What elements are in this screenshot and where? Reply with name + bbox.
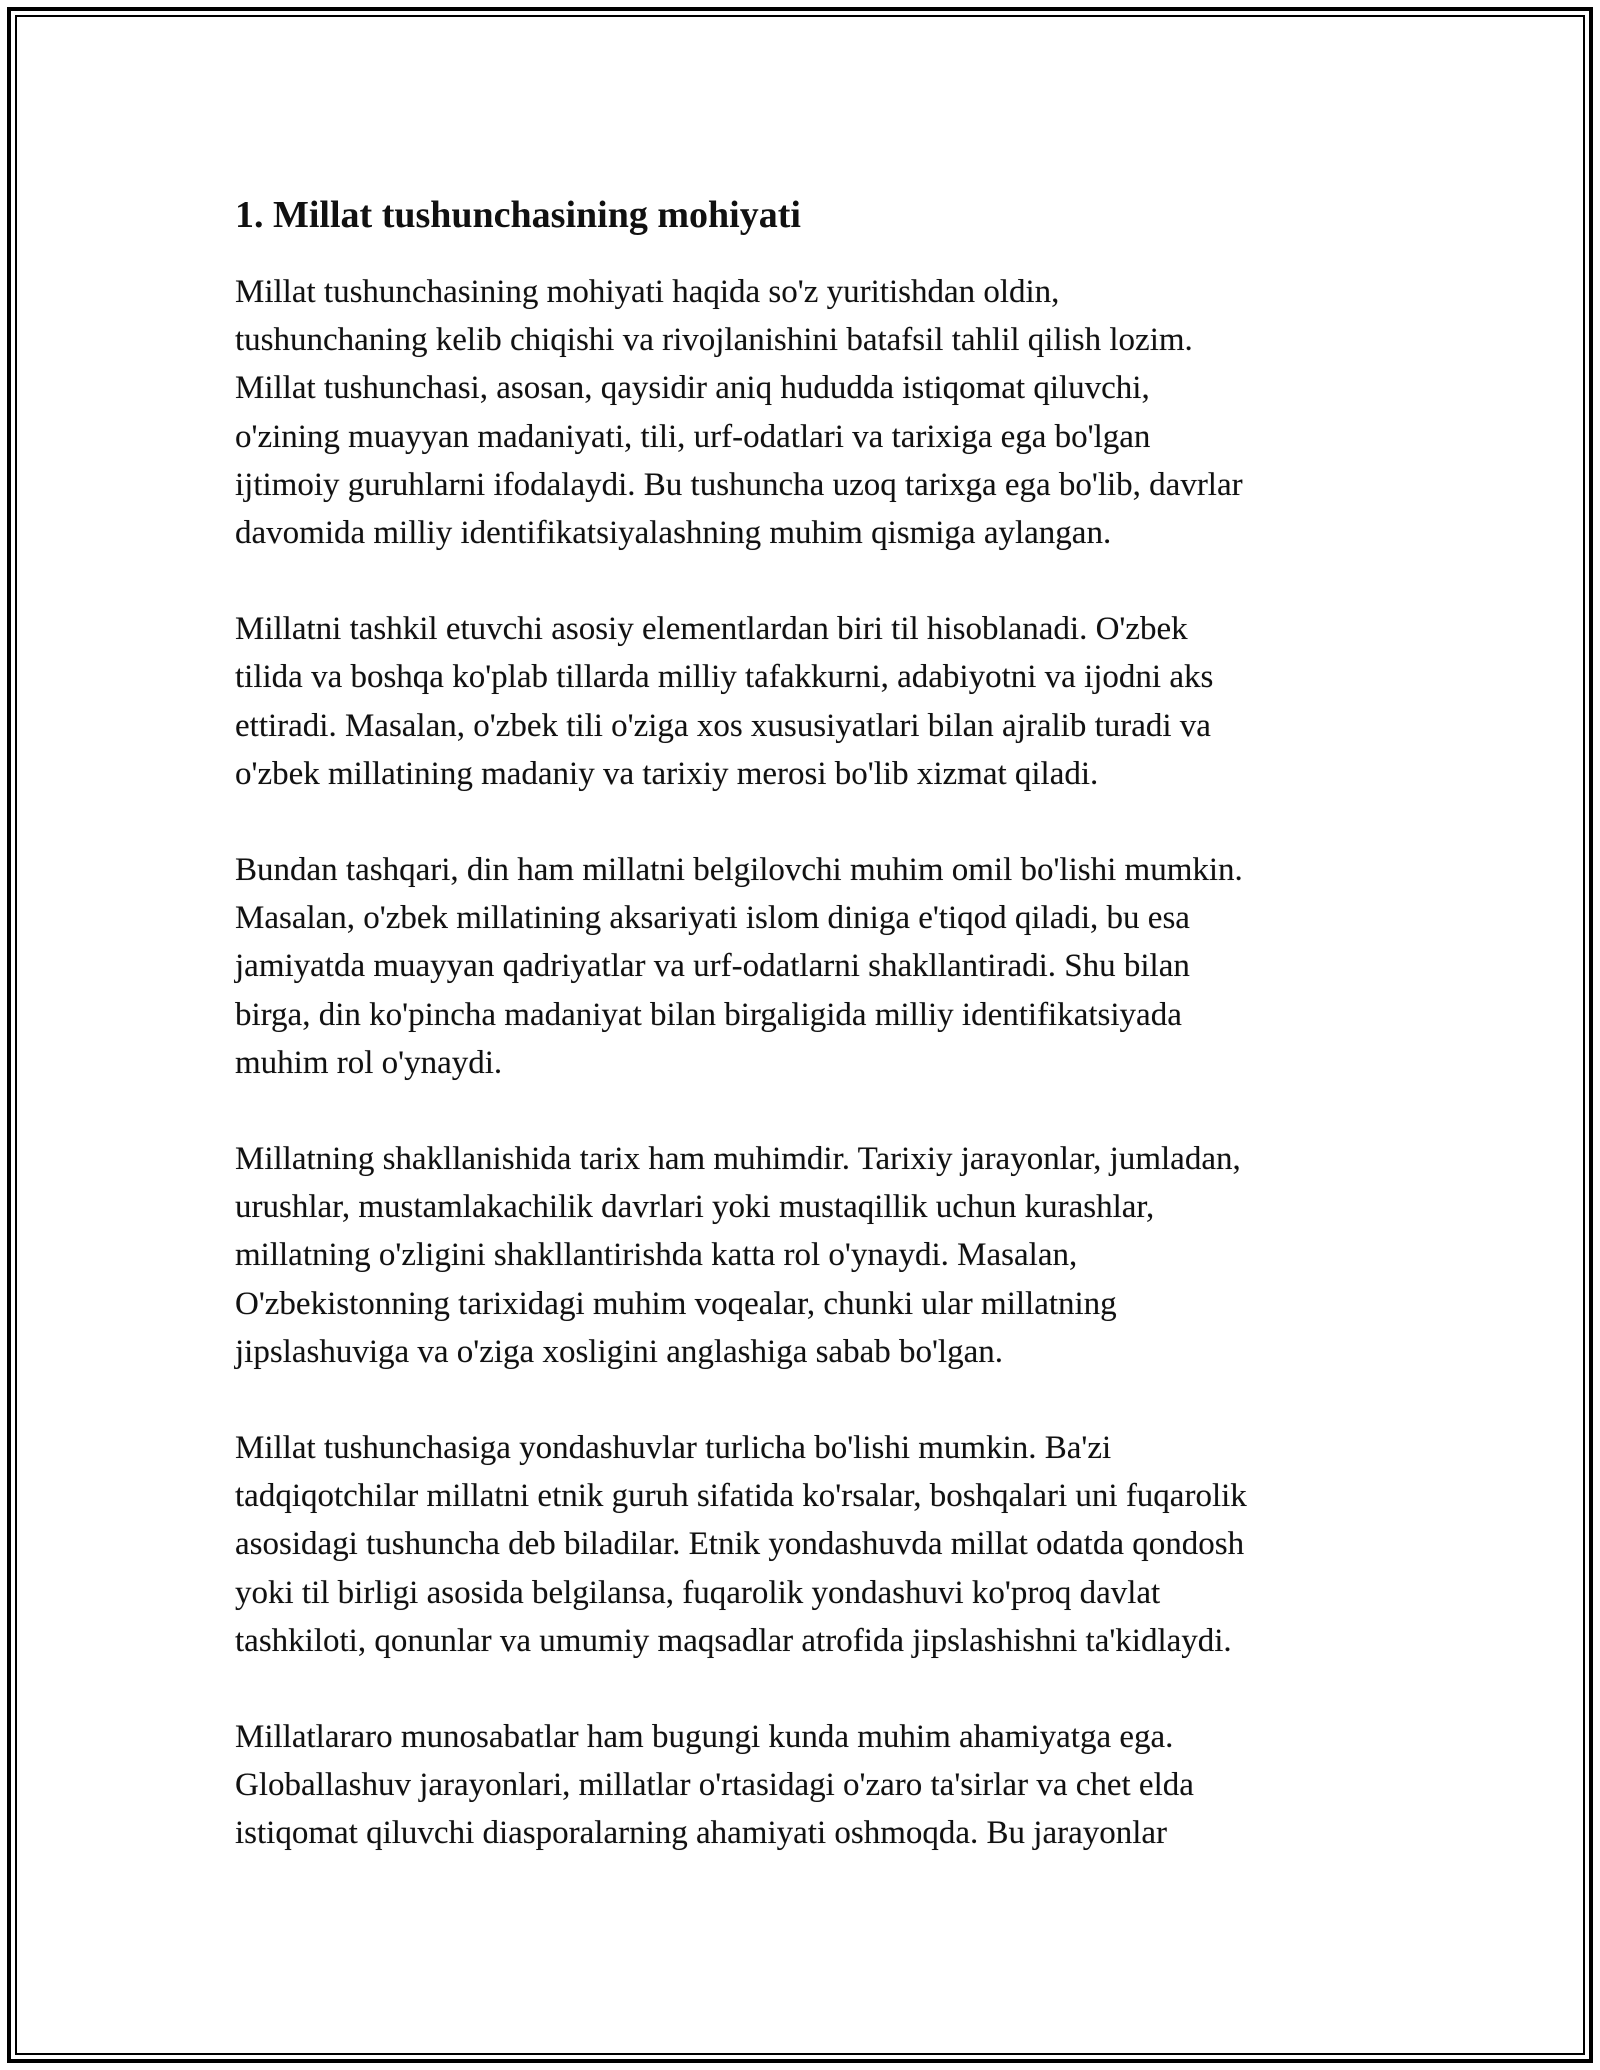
text-line: Millat tushunchasiga yondashuvlar turlicha bo'lishi mumkin. Ba'zi [235,1430,1112,1467]
text-line: davomida milliy identifikatsiyalashning muhim qismiga aylangan. [235,515,1112,552]
text-line: Millat tushunchasining mohiyati haqida so'z yuritishdan oldin, [235,274,1060,310]
paragraph-1 [235,268,1375,557]
text-line: yoki til birligi asosida belgilansa, fuqarolik yondashuvi ko'proq davlat [235,1574,1161,1611]
text-line: tushunchaning kelib chiqishi va rivojlanishini batafsil tahlil qilish lozim. [235,322,1193,359]
text-line: Millatni tashkil etuvchi asosiy elementlardan biri til hisoblanadi. O'zbek [235,611,1188,648]
paragraph-5 [235,1424,1375,1665]
text-line: muhim rol o'ynaydi. [235,1044,503,1081]
paragraph-6 [235,1713,1375,1858]
document-body [235,188,1375,1906]
paragraph-2 [235,605,1375,798]
paragraph-4 [235,1135,1375,1376]
text-line: Bundan tashqari, din ham millatni belgilovchi muhim omil bo'lishi mumkin. [235,852,1243,889]
text-line: tadqiqotchilar millatni etnik guruh sifatida ko'rsalar, boshqalari uni fuqarolik [235,1478,1247,1515]
text-line: birga, din ko'pincha madaniyat bilan birgaligida milliy identifikatsiyada [235,996,1182,1033]
text-line: tashkiloti, qonunlar va umumiy maqsadlar atrofida jipslashishni ta'kidlaydi. [235,1622,1232,1659]
text-line: Millat tushunchasi, asosan, qaysidir aniq hududda istiqomat qiluvchi, [235,370,1150,407]
section-heading: 1. Millat tushunchasining mohiyati [235,194,801,236]
text-line: ijtimoiy guruhlarni ifodalaydi. Bu tushuncha uzoq tarixga ega bo'lib, davrlar [235,466,1243,503]
text-line: urushlar, mustamlakachilik davrlari yoki mustaqillik uchun kurashlar, [235,1189,1155,1226]
text-line: Millatning shakllanishida tarix ham muhimdir. Tarixiy jarayonlar, jumladan, [235,1141,1241,1178]
text-line: o'zbek millatining madaniy va tarixiy merosi bo'lib xizmat qiladi. [235,755,1099,792]
text-line: o'zining muayyan madaniyati, tili, urf-odatlari va tarixiga ega bo'lgan [235,418,1151,455]
text-line: istiqomat qiluvchi diasporalarning ahamiyati oshmoqda. Bu jarayonlar [235,1815,1168,1852]
text-line: millatning o'zligini shakllantirishda katta rol o'ynaydi. Masalan, [235,1237,1078,1274]
text-line: ettiradi. Masalan, o'zbek tili o'ziga xos xususiyatlari bilan ajralib turadi va [235,707,1211,744]
text-line: Globallashuv jarayonlari, millatlar o'rtasidagi o'zaro ta'sirlar va chet elda [235,1767,1194,1804]
text-line: jipslashuviga va o'ziga xosligini anglashiga sabab bo'lgan. [235,1333,1003,1370]
text-line: Masalan, o'zbek millatining aksariyati islom diniga e'tiqod qiladi, bu esa [235,900,1190,937]
text-line: tilida va boshqa ko'plab tillarda milliy tafakkurni, adabiyotni va ijodni aks [235,659,1214,696]
text-line: O'zbekistonning tarixidagi muhim voqealar, chunki ular millatning [235,1285,1117,1322]
text-line: jamiyatda muayyan qadriyatlar va urf-odatlarni shakllantiradi. Shu bilan [235,948,1190,985]
text-line: Millatlararo munosabatlar ham bugungi kunda muhim ahamiyatga ega. [235,1719,1174,1756]
paragraph-3 [235,846,1375,1087]
text-line: asosidagi tushuncha deb biladilar. Etnik yondashuvda millat odatda qondosh [235,1526,1245,1563]
